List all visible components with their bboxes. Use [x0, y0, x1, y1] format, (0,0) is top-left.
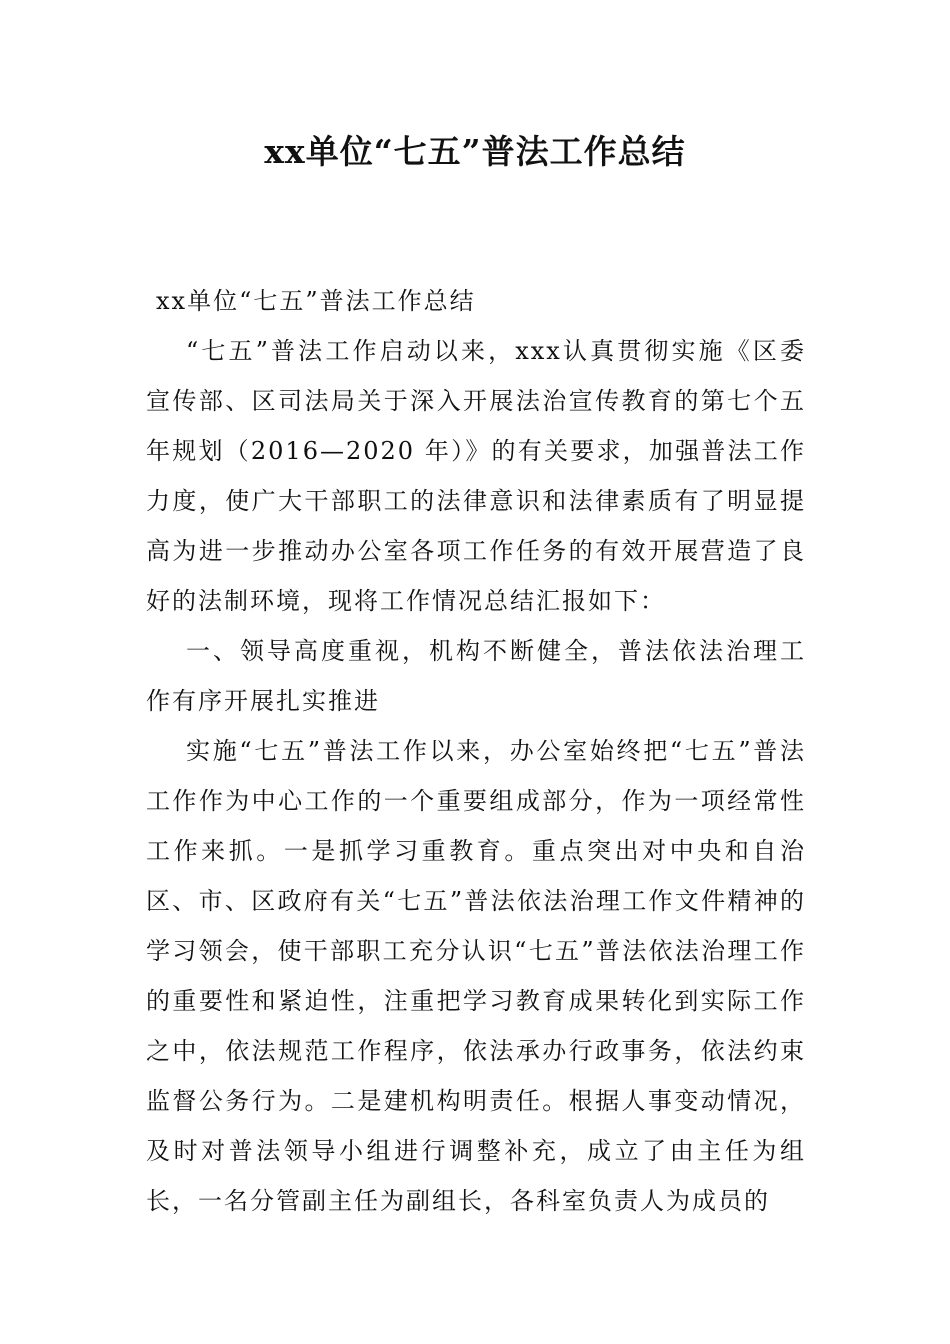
section-1-paragraph: 实施“七五”普法工作以来，办公室始终把“七五”普法工作作为中心工作的一个重要组成部分，作为一项经常性工作来抓。一是抓学习重教育。重点突出对中央和自治区、市、区政府有关“七五”普法依法治理工作文件精神的学习领会，使干部职工充分认识“七五”普法依法治理工作的重要性和紧迫性，注重把学习教育成果转化到实际工作之中，依法规范工作程序，依法承办行政事务，依法约束监督公务行为。二是建机构明责任。根据人事变动情况，及时对普法领导小组进行调整补充，成立了由主任为组长，一名分管副主任为副组长，各科室负责人为成员的 [146, 737, 806, 1215]
document-title: xx单位“七五”普法工作总结 [264, 132, 686, 171]
document-subtitle-line: xx单位“七五”普法工作总结 [156, 287, 476, 315]
section-heading-1: 一、领导高度重视，机构不断健全，普法依法治理工作有序开展扎实推进 [146, 637, 806, 715]
intro-paragraph: “七五”普法工作启动以来，xxx认真贯彻实施《区委宣传部、区司法局关于深入开展法治宣传教育的第七个五年规划（2016—2020 年）》的有关要求，加强普法工作力度，使广大干部职工的法律意识和法律素质有了明显提高为进一步推动办公室各项工作任务的有效开展营造了良好的法制环境，现将工作情况总结汇报如下： [146, 337, 806, 615]
document-body [146, 276, 806, 1226]
